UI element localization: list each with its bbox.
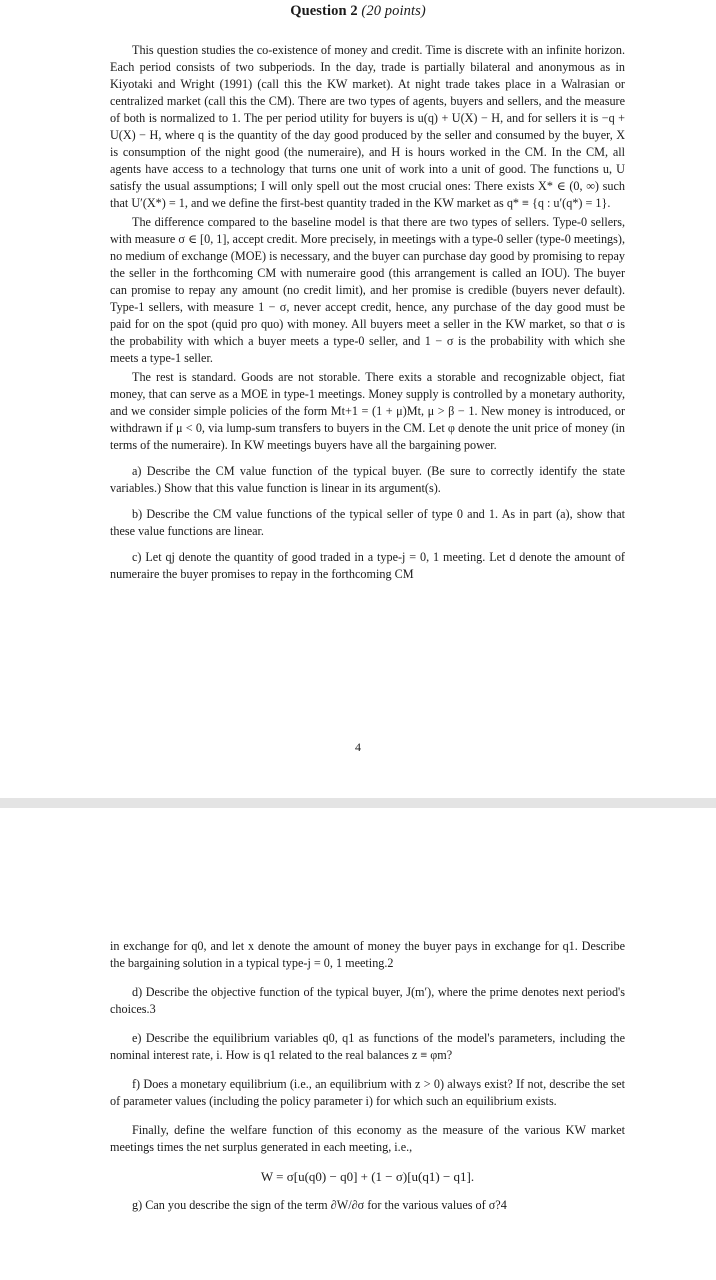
title-points: (20 points) bbox=[361, 3, 426, 19]
title-main: Question 2 bbox=[290, 3, 358, 19]
welfare-equation: W = σ[u(q0) − q0] + (1 − σ)[u(q1) − q1]. bbox=[260, 1169, 475, 1184]
part-d: d) Describe the objective function of the typical buyer, J(m′), where the prime denotes next period's choices.3 bbox=[110, 985, 625, 1016]
page-number: 4 bbox=[355, 740, 361, 754]
part-a: a) Describe the CM value function of the typical buyer. (Be sure to correctly identify the state variables.) Show that this value function is linear in its argument(s). bbox=[110, 464, 625, 495]
part-c-end: in exchange for q0, and let x denote the amount of money the buyer pays in exchange for q1. Describe the bargaining solution in a typical type-j = 0, 1 meeting.2 bbox=[110, 939, 625, 970]
question-title bbox=[0, 3, 716, 20]
part-b: b) Describe the CM value functions of the typical seller of type 0 and 1. As in part (a), show that these value functions are linear. bbox=[110, 507, 625, 538]
part-e: e) Describe the equilibrium variables q0, q1 as functions of the model's parameters, including the nominal interest rate, i. How is q1 related to the real balances z ≡ φm? bbox=[110, 1031, 625, 1062]
page-separator bbox=[0, 798, 716, 808]
page-1-body bbox=[110, 42, 625, 585]
part-c-start: c) Let qj denote the quantity of good traded in a type-j = 0, 1 meeting. Let d denote the amount of numeraire the buyer promises to repay in the forthcoming CM bbox=[110, 550, 625, 581]
page-2-body bbox=[110, 938, 625, 1226]
part-g: g) Can you describe the sign of the term ∂W/∂σ for the various values of σ?4 bbox=[132, 1198, 507, 1212]
intro-paragraph: This question studies the co-existence of money and credit. Time is discrete with an infinite horizon. Each period consists of two subperiods. In the day, trade is partially bilateral and anonymous as in Kiyotaki and Wright (1991) (call this the KW market). At night trade takes place in a Walrasian or centralized market (call this the CM). There are two types of agents, buyers and sellers, and the measure of both is normalized to 1. The per period utility for buyers is u(q) + U(X) − H, and for sellers it is −q + U(X) − H, where q is the quantity of the day good produced by the seller and consumed by the buyer, X is consumption of the night good (the numeraire), and H is hours worked in the CM. In the CM, all agents have access to a technology that turns one unit of work into a unit of good. The functions u, U satisfy the usual assumptions; I will only spell out the most crucial ones: There exists X* ∈ (0, ∞) such that U′(X*) = 1, and we define the first-best quantity traded in the KW market as q* ≡ {q : u′(q*) = 1}. bbox=[110, 43, 625, 210]
part-f: f) Does a monetary equilibrium (i.e., an equilibrium with z > 0) always exist? If not, describe the set of parameter values (including the policy parameter i) for which such an equilibrium exists. bbox=[110, 1077, 625, 1108]
sellers-paragraph: The difference compared to the baseline model is that there are two types of sellers. Type-0 sellers, with measure σ ∈ [0, 1], accept credit. More precisely, in meetings with a type-0 seller (type-0 meetings), no medium of exchange (MOE) is necessary, and the buyer can purchase day good by promising to repay the seller in the forthcoming CM with numeraire good (this arrangement is called an IOU). The buyer can promise to repay any amount (no credit limit), and her promise is credible (buyers never default). Type-1 sellers, with measure 1 − σ, never accept credit, hence, any purchase of the day good must be paid for on the spot (quid pro quo) with money. All buyers meet a seller in the KW market, so that σ is the probability with which a buyer meets a type-0 seller, and 1 − σ is the probability with which she meets a type-1 seller. bbox=[110, 215, 625, 365]
page-2 bbox=[0, 808, 716, 1280]
standard-paragraph: The rest is standard. Goods are not storable. There exits a storable and recognizable object, fiat money, that can serve as a MOE in type-1 meetings. Money supply is controlled by a monetary authority, and we consider simple policies of the form Mt+1 = (1 + μ)Mt, μ > β − 1. New money is introduced, or withdrawn if μ < 0, via lump-sum transfers to buyers in the CM. Let φ denote the unit price of money (in terms of the numeraire). In KW meetings buyers have all the bargaining power. bbox=[110, 370, 625, 452]
welfare-intro: Finally, define the welfare function of this economy as the measure of the various KW market meetings times the net surplus generated in each meeting, i.e., bbox=[110, 1123, 625, 1154]
